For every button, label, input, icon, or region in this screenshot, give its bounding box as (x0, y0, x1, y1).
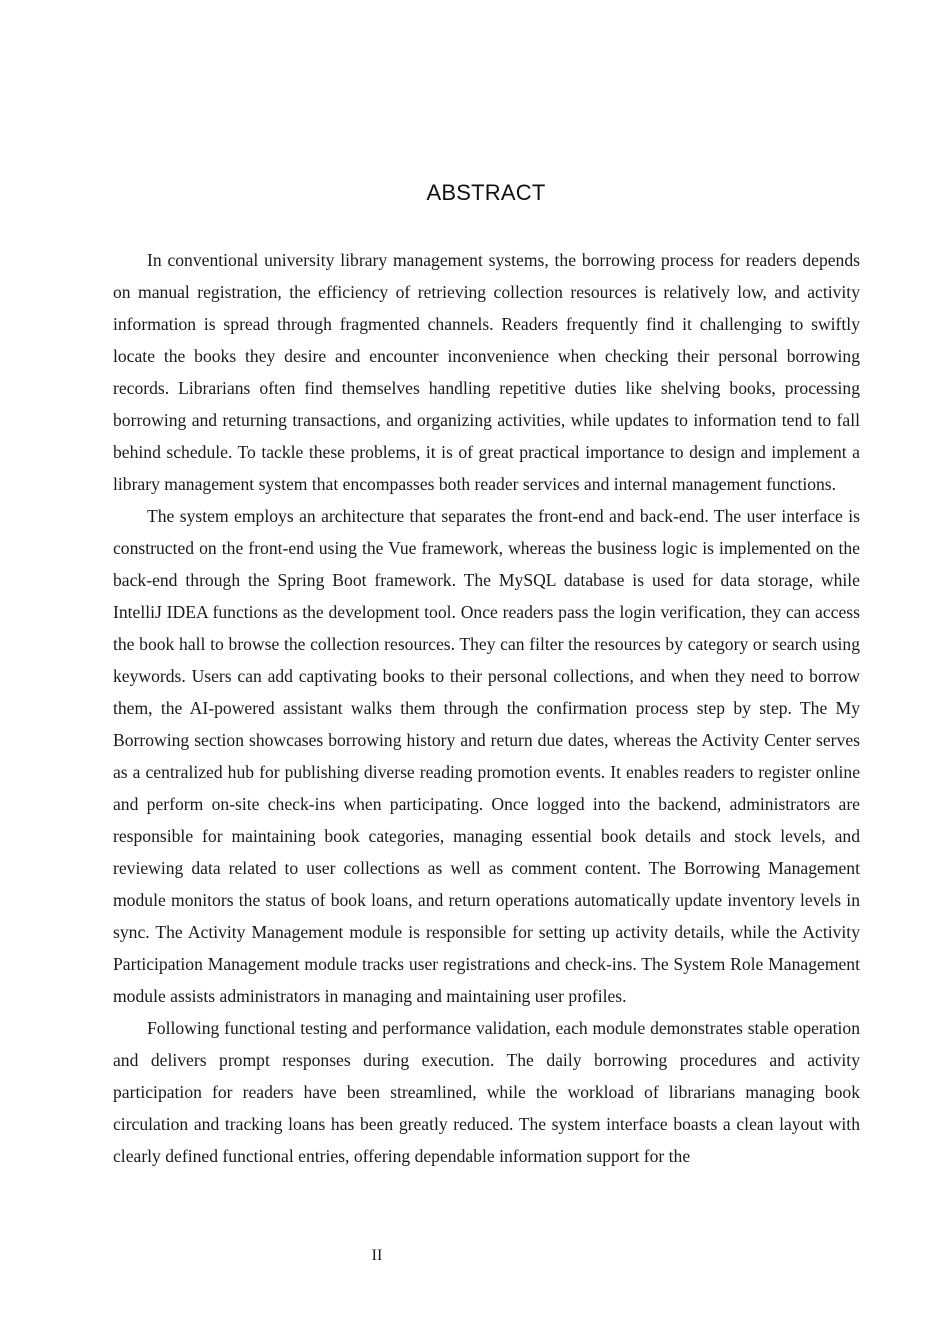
paragraph-intro: In conventional university library management systems, the borrowing process for readers depends on manual registration, the efficiency of retrieving collection resources is relatively low, and activity information is spread through fragmented channels. Readers frequently find it challenging to swiftly locate the books they desire and encounter inconvenience when checking their personal borrowing records. Librarians often find themselves handling repetitive duties like shelving books, processing borrowing and returning transactions, and organizing activities, while updates to information tend to fall behind schedule. To tackle these problems, it is of great practical importance to design and implement a library management system that encompasses both reader services and internal management functions. (113, 250, 860, 494)
abstract-heading: ABSTRACT (426, 180, 546, 205)
abstract-body (113, 244, 860, 1172)
paragraph-results: Following functional testing and performance validation, each module demonstrates stable operation and delivers prompt responses during execution. The daily borrowing procedures and activity participation for readers have been streamlined, while the workload of librarians managing book circulation and tracking loans has been greatly reduced. The system interface boasts a clean layout with clearly defined functional entries, offering dependable information support for the (113, 1018, 860, 1166)
page-number: II (371, 1247, 383, 1264)
paragraph-system-design: The system employs an architecture that separates the front-end and back-end. The user interface is constructed on the front-end using the Vue framework, whereas the business logic is implemented on the back-end through the Spring Boot framework. The MySQL database is used for data storage, while IntelliJ IDEA functions as the development tool. Once readers pass the login verification, they can access the book hall to browse the collection resources. They can filter the resources by category or search using keywords. Users can add captivating books to their personal collections, and when they need to borrow them, the AI-powered assistant walks them through the confirmation process step by step. The My Borrowing section showcases borrowing history and return due dates, whereas the Activity Center serves as a centralized hub for publishing diverse reading promotion events. It enables readers to register online and perform on-site check-ins when participating. Once logged into the backend, administrators are responsible for maintaining book categories, managing essential book details and stock levels, and reviewing data related to user collections as well as comment content. The Borrowing Management module monitors the status of book loans, and return operations automatically update inventory levels in sync. The Activity Management module is responsible for setting up activity details, while the Activity Participation Management module tracks user registrations and check-ins. The System Role Management module assists administrators in managing and maintaining user profiles. (113, 506, 860, 1006)
